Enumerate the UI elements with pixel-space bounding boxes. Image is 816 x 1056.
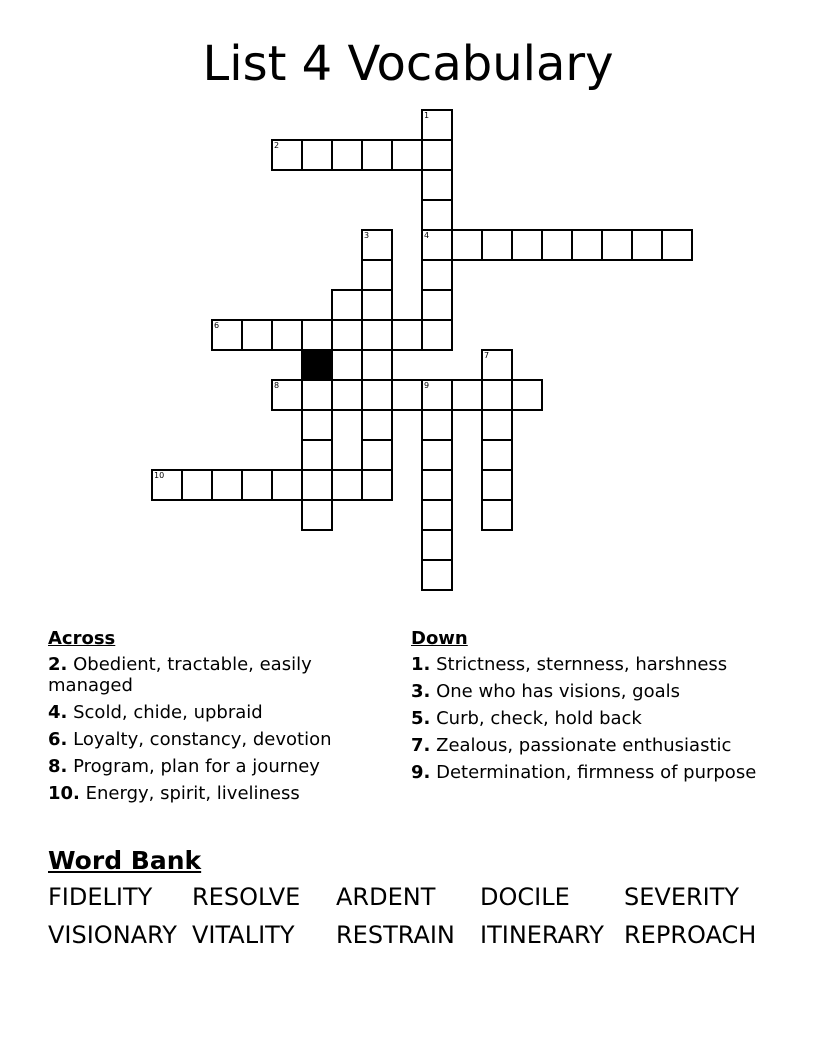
clue-number: 3.	[411, 681, 431, 702]
crossword-cell[interactable]	[362, 260, 392, 290]
word-bank-word: ARDENT	[336, 883, 436, 911]
crossword-cell[interactable]	[212, 320, 242, 350]
clue-number: 6.	[48, 729, 68, 750]
word-bank-word: FIDELITY	[48, 883, 153, 911]
word-bank-word: SEVERITY	[624, 883, 740, 911]
across-clue	[48, 783, 378, 804]
down-clue	[411, 681, 761, 702]
crossword-cell[interactable]	[362, 440, 392, 470]
crossword-cell[interactable]	[302, 380, 332, 410]
crossword-cell[interactable]	[422, 410, 452, 440]
word-bank	[48, 882, 778, 950]
crossword-cell[interactable]	[332, 350, 362, 380]
crossword-cell[interactable]	[422, 200, 452, 230]
page-title: List 4 Vocabulary	[202, 36, 614, 92]
down-heading: Down	[411, 628, 468, 649]
clue-number: 7.	[411, 735, 431, 756]
crossword-cell[interactable]	[422, 560, 452, 590]
crossword-cell[interactable]	[302, 500, 332, 530]
word-bank-title: Word Bank	[48, 846, 202, 875]
cell-number: 1	[424, 111, 430, 120]
clue-text: Obedient, tractable, easily managed	[48, 654, 312, 696]
crossword-cell[interactable]	[272, 470, 302, 500]
across-clues	[48, 628, 378, 810]
crossword-cell[interactable]	[152, 470, 182, 500]
clue-text: Loyalty, constancy, devotion	[73, 729, 332, 750]
word-bank-word: RESOLVE	[192, 883, 301, 911]
crossword-cell[interactable]	[422, 170, 452, 200]
crossword-cell[interactable]	[332, 290, 362, 320]
cell-number: 3	[364, 231, 370, 240]
crossword-cell[interactable]	[422, 140, 452, 170]
cell-number: 4	[424, 231, 430, 240]
crossword-cell[interactable]	[392, 380, 422, 410]
crossword-cell[interactable]	[332, 470, 362, 500]
crossword-cell[interactable]	[422, 260, 452, 290]
clue-number: 9.	[411, 762, 431, 783]
crossword-cell[interactable]	[422, 440, 452, 470]
crossword-cell[interactable]	[512, 230, 542, 260]
crossword-cell[interactable]	[272, 320, 302, 350]
clue-text: Determination, firmness of purpose	[436, 762, 757, 783]
clue-text: Curb, check, hold back	[436, 708, 642, 729]
crossword-cell[interactable]	[422, 470, 452, 500]
crossword-cell[interactable]	[482, 470, 512, 500]
cell-number: 10	[154, 471, 165, 480]
clue-number: 10.	[48, 783, 80, 804]
crossword-cell[interactable]	[422, 500, 452, 530]
clue-number: 1.	[411, 654, 431, 675]
crossword-cell[interactable]	[362, 320, 392, 350]
crossword-cell[interactable]	[482, 350, 512, 380]
crossword-cell[interactable]	[482, 410, 512, 440]
crossword-cell[interactable]	[602, 230, 632, 260]
crossword-cell[interactable]	[332, 380, 362, 410]
clue-number: 4.	[48, 702, 68, 723]
crossword-black-cell	[302, 350, 332, 380]
crossword-cell[interactable]	[242, 320, 272, 350]
clue-text: Zealous, passionate enthusiastic	[436, 735, 732, 756]
crossword-cell[interactable]	[422, 110, 452, 140]
crossword-cell[interactable]	[482, 440, 512, 470]
crossword-cell[interactable]	[422, 230, 452, 260]
crossword-cell[interactable]	[632, 230, 662, 260]
clue-text: Scold, chide, upbraid	[73, 702, 263, 723]
crossword-cell[interactable]	[422, 380, 452, 410]
down-clue	[411, 762, 761, 783]
crossword-cell[interactable]	[242, 470, 272, 500]
crossword-cell[interactable]	[362, 230, 392, 260]
clue-text: Program, plan for a journey	[73, 756, 320, 777]
crossword-cell[interactable]	[302, 140, 332, 170]
crossword-cell[interactable]	[302, 470, 332, 500]
crossword-cell[interactable]	[572, 230, 602, 260]
clue-text: One who has visions, goals	[436, 681, 681, 702]
crossword-cell[interactable]	[212, 470, 242, 500]
clue-text: Strictness, sternness, harshness	[436, 654, 728, 675]
word-bank-word: REPROACH	[624, 921, 757, 949]
crossword-cell[interactable]	[362, 470, 392, 500]
crossword-cell[interactable]	[422, 290, 452, 320]
across-clue	[48, 729, 378, 750]
crossword-cell[interactable]	[422, 530, 452, 560]
across-heading: Across	[48, 628, 116, 649]
cell-number: 8	[274, 381, 280, 390]
down-clue	[411, 654, 761, 675]
crossword-cell[interactable]	[542, 230, 572, 260]
crossword-cell[interactable]	[482, 230, 512, 260]
crossword-cell[interactable]	[272, 140, 302, 170]
across-clue	[48, 702, 378, 723]
crossword-cell[interactable]	[362, 290, 392, 320]
crossword-cell[interactable]	[482, 500, 512, 530]
clue-number: 5.	[411, 708, 431, 729]
crossword-cell[interactable]	[452, 230, 482, 260]
word-bank-word: RESTRAIN	[336, 921, 455, 949]
crossword-cell[interactable]	[362, 350, 392, 380]
crossword-cell[interactable]	[362, 380, 392, 410]
crossword-cell[interactable]	[512, 380, 542, 410]
crossword-cell[interactable]	[302, 410, 332, 440]
crossword-cell[interactable]	[272, 380, 302, 410]
crossword-cell[interactable]	[392, 320, 422, 350]
across-clue	[48, 654, 378, 696]
crossword-cell[interactable]	[332, 320, 362, 350]
word-bank-word: ITINERARY	[480, 921, 604, 949]
crossword-cell[interactable]	[302, 320, 332, 350]
down-clue	[411, 708, 761, 729]
crossword-cell[interactable]	[332, 140, 362, 170]
cell-number: 7	[484, 351, 490, 360]
word-bank-word: VISIONARY	[48, 921, 177, 949]
cell-number: 2	[274, 141, 280, 150]
down-clues	[411, 628, 761, 789]
crossword-cell[interactable]	[392, 140, 422, 170]
crossword-cell[interactable]	[452, 380, 482, 410]
clue-number: 8.	[48, 756, 68, 777]
word-bank-word: DOCILE	[480, 883, 570, 911]
across-clue	[48, 756, 378, 777]
clue-text: Energy, spirit, liveliness	[85, 783, 300, 804]
crossword-cell[interactable]	[662, 230, 692, 260]
down-clue	[411, 735, 761, 756]
crossword-cell[interactable]	[482, 380, 512, 410]
crossword-cell[interactable]	[182, 470, 212, 500]
crossword-cell[interactable]	[422, 320, 452, 350]
crossword-cell[interactable]	[362, 410, 392, 440]
word-bank-word: VITALITY	[192, 921, 295, 949]
cell-number: 6	[214, 321, 220, 330]
cell-number: 9	[424, 381, 430, 390]
crossword-cell[interactable]	[302, 440, 332, 470]
crossword-cell[interactable]	[362, 140, 392, 170]
clue-number: 2.	[48, 654, 68, 675]
